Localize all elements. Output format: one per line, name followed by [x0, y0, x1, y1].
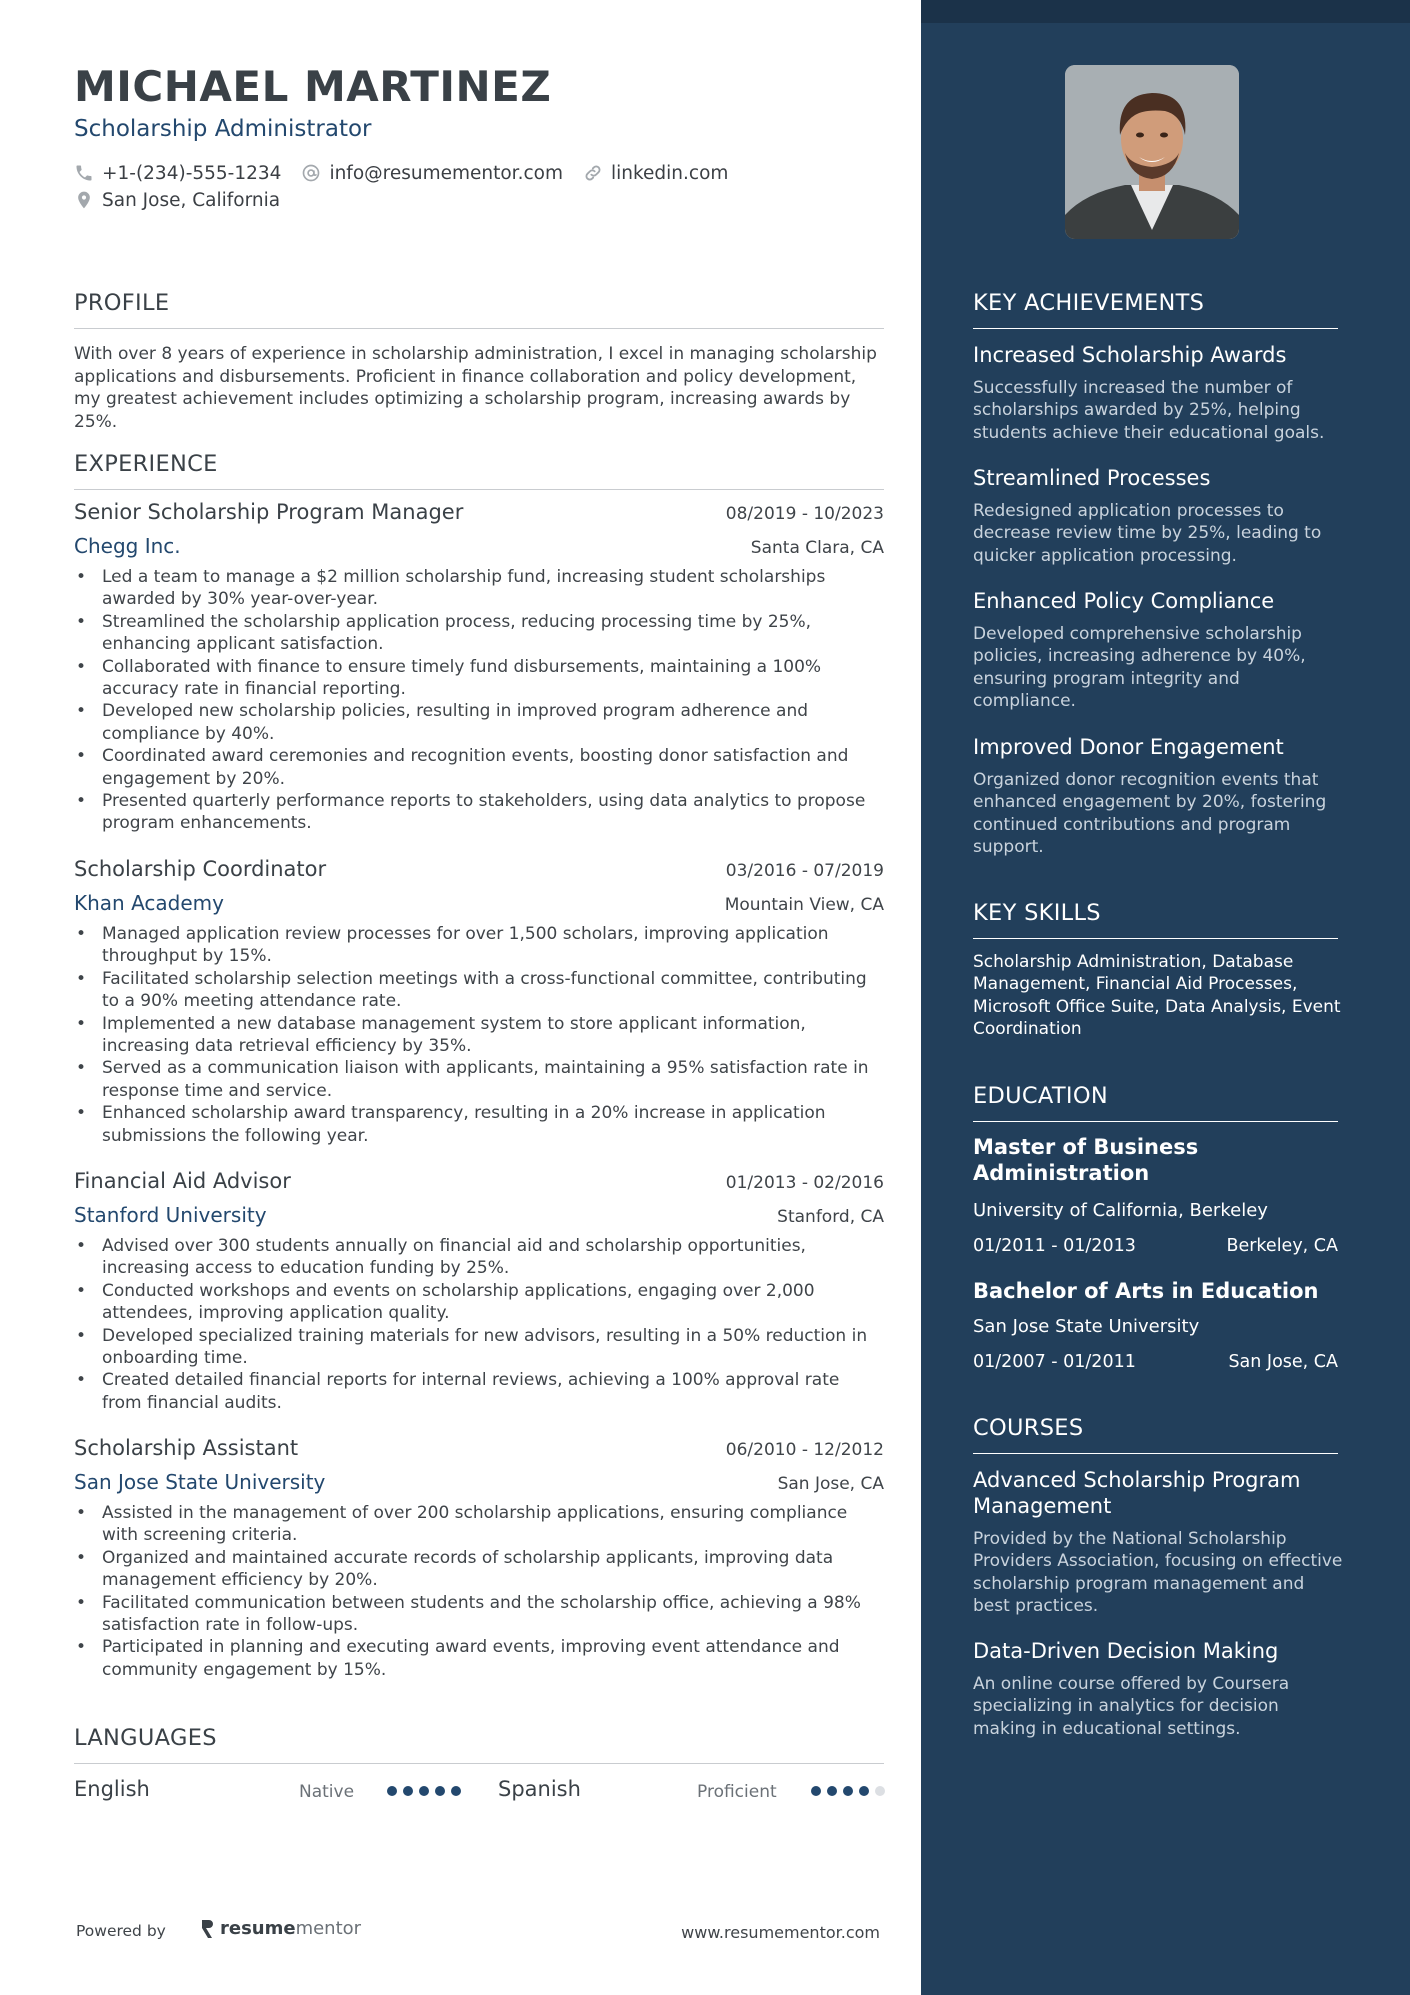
job-dates: 01/2013 - 02/2016 — [725, 1173, 884, 1193]
rating-dot-filled — [451, 1786, 461, 1796]
rating-dot-filled — [827, 1786, 837, 1796]
phone-text: +1-(234)-555-1234 — [102, 162, 282, 184]
experience-heading: EXPERIENCE — [74, 451, 884, 490]
powered-by-text: Powered by — [76, 1922, 166, 1940]
job-location: San Jose, CA — [777, 1474, 884, 1494]
languages-heading: LANGUAGES — [74, 1725, 884, 1764]
course-text: Provided by the National Scholarship Providers Association, focusing on effective scholarship program management and best practices. — [973, 1529, 1343, 1617]
education-heading: EDUCATION — [973, 1083, 1338, 1122]
job-bullets — [74, 923, 884, 1147]
education-location: Berkeley, CA — [1226, 1236, 1338, 1256]
bullet-item: • Created detailed financial reports for internal reviews, achieving a 100% approval rate from financial audits. — [74, 1369, 884, 1414]
job-role: Scholarship Coordinator — [74, 857, 327, 881]
resumementor-logo-icon — [200, 1919, 214, 1939]
profile-photo — [1065, 65, 1239, 239]
bullet-item: • Developed specialized training materials for new advisors, resulting in a 50% reduction in onboarding time. — [74, 1325, 884, 1370]
languages-list — [74, 1777, 884, 1807]
job-role: Scholarship Assistant — [74, 1436, 299, 1460]
language-name: English — [74, 1777, 150, 1801]
bullet-item: • Enhanced scholarship award transparency, resulting in a 20% increase in application submissions the following year. — [74, 1102, 884, 1147]
job-bullets — [74, 1502, 884, 1681]
skills-heading: KEY SKILLS — [973, 900, 1338, 939]
rating-dot-filled — [811, 1786, 821, 1796]
at-icon — [301, 163, 321, 183]
language-level: Native — [299, 1782, 355, 1802]
rating-dot-filled — [419, 1786, 429, 1796]
experience-entry — [74, 857, 884, 1147]
sidebar-top-band — [921, 0, 1410, 23]
bullet-item: • Led a team to manage a $2 million scholarship fund, increasing student scholarships awarded by 30% year-over-year. — [74, 566, 884, 611]
bullet-item: • Presented quarterly performance reports to stakeholders, using data analytics to propose program enhancements. — [74, 790, 884, 835]
job-bullets — [74, 566, 884, 835]
job-location: Mountain View, CA — [724, 895, 884, 915]
experience-entry — [74, 1436, 884, 1681]
language-name: Spanish — [498, 1777, 581, 1801]
email-contact[interactable] — [301, 163, 563, 184]
location-pin-icon — [74, 190, 94, 210]
education-dates: 01/2011 - 01/2013 — [973, 1236, 1136, 1256]
job-title: Scholarship Administrator — [74, 116, 372, 142]
skills-list: Scholarship Administration, Database Management, Financial Aid Processes, Microsoft Office Suite, Data Analysis, Event Coordination — [973, 952, 1341, 1040]
education-degree: Bachelor of Arts in Education — [973, 1279, 1319, 1303]
achievement-title: Streamlined Processes — [973, 466, 1211, 490]
achievement-text: Organized donor recognition events that enhanced engagement by 20%, fostering continued contributions and program support. — [973, 770, 1327, 858]
job-dates: 06/2010 - 12/2012 — [725, 1440, 884, 1460]
achievement-text: Successfully increased the number of scholarships awarded by 25%, helping students achieve their educational goals. — [973, 378, 1325, 443]
education-dates: 01/2007 - 01/2011 — [973, 1352, 1136, 1372]
bullet-item: • Facilitated scholarship selection meetings with a cross-functional committee, contributing to a 90% meeting attendance rate. — [74, 968, 884, 1013]
rating-dot-filled — [859, 1786, 869, 1796]
contact-info — [74, 160, 884, 214]
language-rating — [811, 1786, 885, 1796]
language-rating — [387, 1786, 461, 1796]
link-icon — [583, 163, 603, 183]
bullet-item: • Managed application review processes for over 1,500 scholars, improving application throughput by 15%. — [74, 923, 884, 968]
profile-summary: With over 8 years of experience in scholarship administration, I excel in managing scholarship applications and disbursements. Proficient in finance collaboration and policy development, my greatest achievement includes optimizing a scholarship program, increasing awards by 25%. — [74, 344, 877, 432]
job-dates: 03/2016 - 07/2019 — [725, 861, 884, 881]
job-bullets — [74, 1235, 884, 1414]
bullet-item: • Participated in planning and executing award events, improving event attendance and community engagement by 15%. — [74, 1636, 884, 1681]
brand-logo[interactable] — [200, 1918, 361, 1939]
education-school: San Jose State University — [973, 1316, 1200, 1337]
course-text: An online course offered by Coursera specializing in analytics for decision making in educational settings. — [973, 1674, 1290, 1739]
rating-dot-filled — [403, 1786, 413, 1796]
course-title: Data-Driven Decision Making — [973, 1639, 1279, 1663]
achievement-title: Increased Scholarship Awards — [973, 343, 1287, 367]
experience-entry — [74, 1169, 884, 1414]
achievements-heading: KEY ACHIEVEMENTS — [973, 290, 1338, 329]
bullet-item: • Conducted workshops and events on scholarship applications, engaging over 2,000 attendees, improving application quality. — [74, 1280, 884, 1325]
bullet-item: • Developed new scholarship policies, resulting in improved program adherence and compliance by 40%. — [74, 700, 884, 745]
linkedin-contact[interactable] — [583, 163, 728, 184]
bullet-item: • Facilitated communication between students and the scholarship office, achieving a 98% satisfaction rate in follow-ups. — [74, 1592, 884, 1637]
bullet-item: • Collaborated with finance to ensure timely fund disbursements, maintaining a 100% accuracy rate in financial reporting. — [74, 656, 884, 701]
education-location: San Jose, CA — [1228, 1352, 1338, 1372]
job-location: Santa Clara, CA — [750, 538, 884, 558]
job-company: Chegg Inc. — [74, 534, 181, 558]
language-level: Proficient — [697, 1782, 777, 1802]
footer — [76, 1916, 880, 1946]
brand-bold: resume — [220, 1918, 296, 1939]
courses-heading: COURSES — [973, 1415, 1338, 1454]
experience-entry — [74, 500, 884, 835]
rating-dot-filled — [435, 1786, 445, 1796]
bullet-item: • Coordinated award ceremonies and recognition events, boosting donor satisfaction and engagement by 20%. — [74, 745, 884, 790]
bullet-item: • Assisted in the management of over 200 scholarship applications, ensuring compliance with screening criteria. — [74, 1502, 884, 1547]
sidebar — [921, 0, 1410, 1995]
course-title: Advanced Scholarship Program Management — [973, 1468, 1301, 1518]
achievement-text: Redesigned application processes to decrease review time by 25%, leading to quicker application processing. — [973, 501, 1322, 566]
education-degree: Master of Business Administration — [973, 1135, 1199, 1185]
rating-dot-filled — [843, 1786, 853, 1796]
job-dates: 08/2019 - 10/2023 — [725, 504, 884, 524]
rating-dot-filled — [387, 1786, 397, 1796]
job-role: Financial Aid Advisor — [74, 1169, 291, 1193]
achievement-title: Improved Donor Engagement — [973, 735, 1284, 759]
job-company: San Jose State University — [74, 1470, 326, 1494]
bullet-item: • Streamlined the scholarship application process, reducing processing time by 25%, enhancing applicant satisfaction. — [74, 611, 884, 656]
website-link[interactable]: www.resumementor.com — [681, 1923, 880, 1942]
candidate-name: MICHAEL MARTINEZ — [74, 62, 552, 111]
job-role: Senior Scholarship Program Manager — [74, 500, 464, 524]
rating-dot-empty — [875, 1786, 885, 1796]
portrait-illustration — [1065, 65, 1239, 239]
achievement-title: Enhanced Policy Compliance — [973, 589, 1275, 613]
education-meta — [973, 1352, 1338, 1372]
linkedin-text: linkedin.com — [610, 162, 729, 184]
location-text: San Jose, California — [102, 189, 281, 211]
brand-light: mentor — [295, 1918, 362, 1939]
job-location: Stanford, CA — [777, 1207, 884, 1227]
job-company: Stanford University — [74, 1203, 267, 1227]
location-contact — [74, 190, 280, 211]
bullet-item: • Organized and maintained accurate records of scholarship applicants, improving data management efficiency by 20%. — [74, 1547, 884, 1592]
phone-contact[interactable] — [74, 163, 281, 184]
education-meta — [973, 1236, 1338, 1256]
phone-icon — [74, 163, 94, 183]
achievement-text: Developed comprehensive scholarship policies, increasing adherence by 40%, ensuring program integrity and compliance. — [973, 624, 1306, 712]
education-school: University of California, Berkeley — [973, 1200, 1268, 1221]
profile-heading: PROFILE — [74, 290, 884, 329]
bullet-item: • Served as a communication liaison with applicants, maintaining a 95% satisfaction rate in response time and service. — [74, 1057, 884, 1102]
email-text: info@resumementor.com — [329, 162, 563, 184]
job-company: Khan Academy — [74, 891, 224, 915]
bullet-item: • Advised over 300 students annually on financial aid and scholarship opportunities, increasing access to education funding by 25%. — [74, 1235, 884, 1280]
bullet-item: • Implemented a new database management system to store applicant information, increasing data retrieval efficiency by 35%. — [74, 1013, 884, 1058]
